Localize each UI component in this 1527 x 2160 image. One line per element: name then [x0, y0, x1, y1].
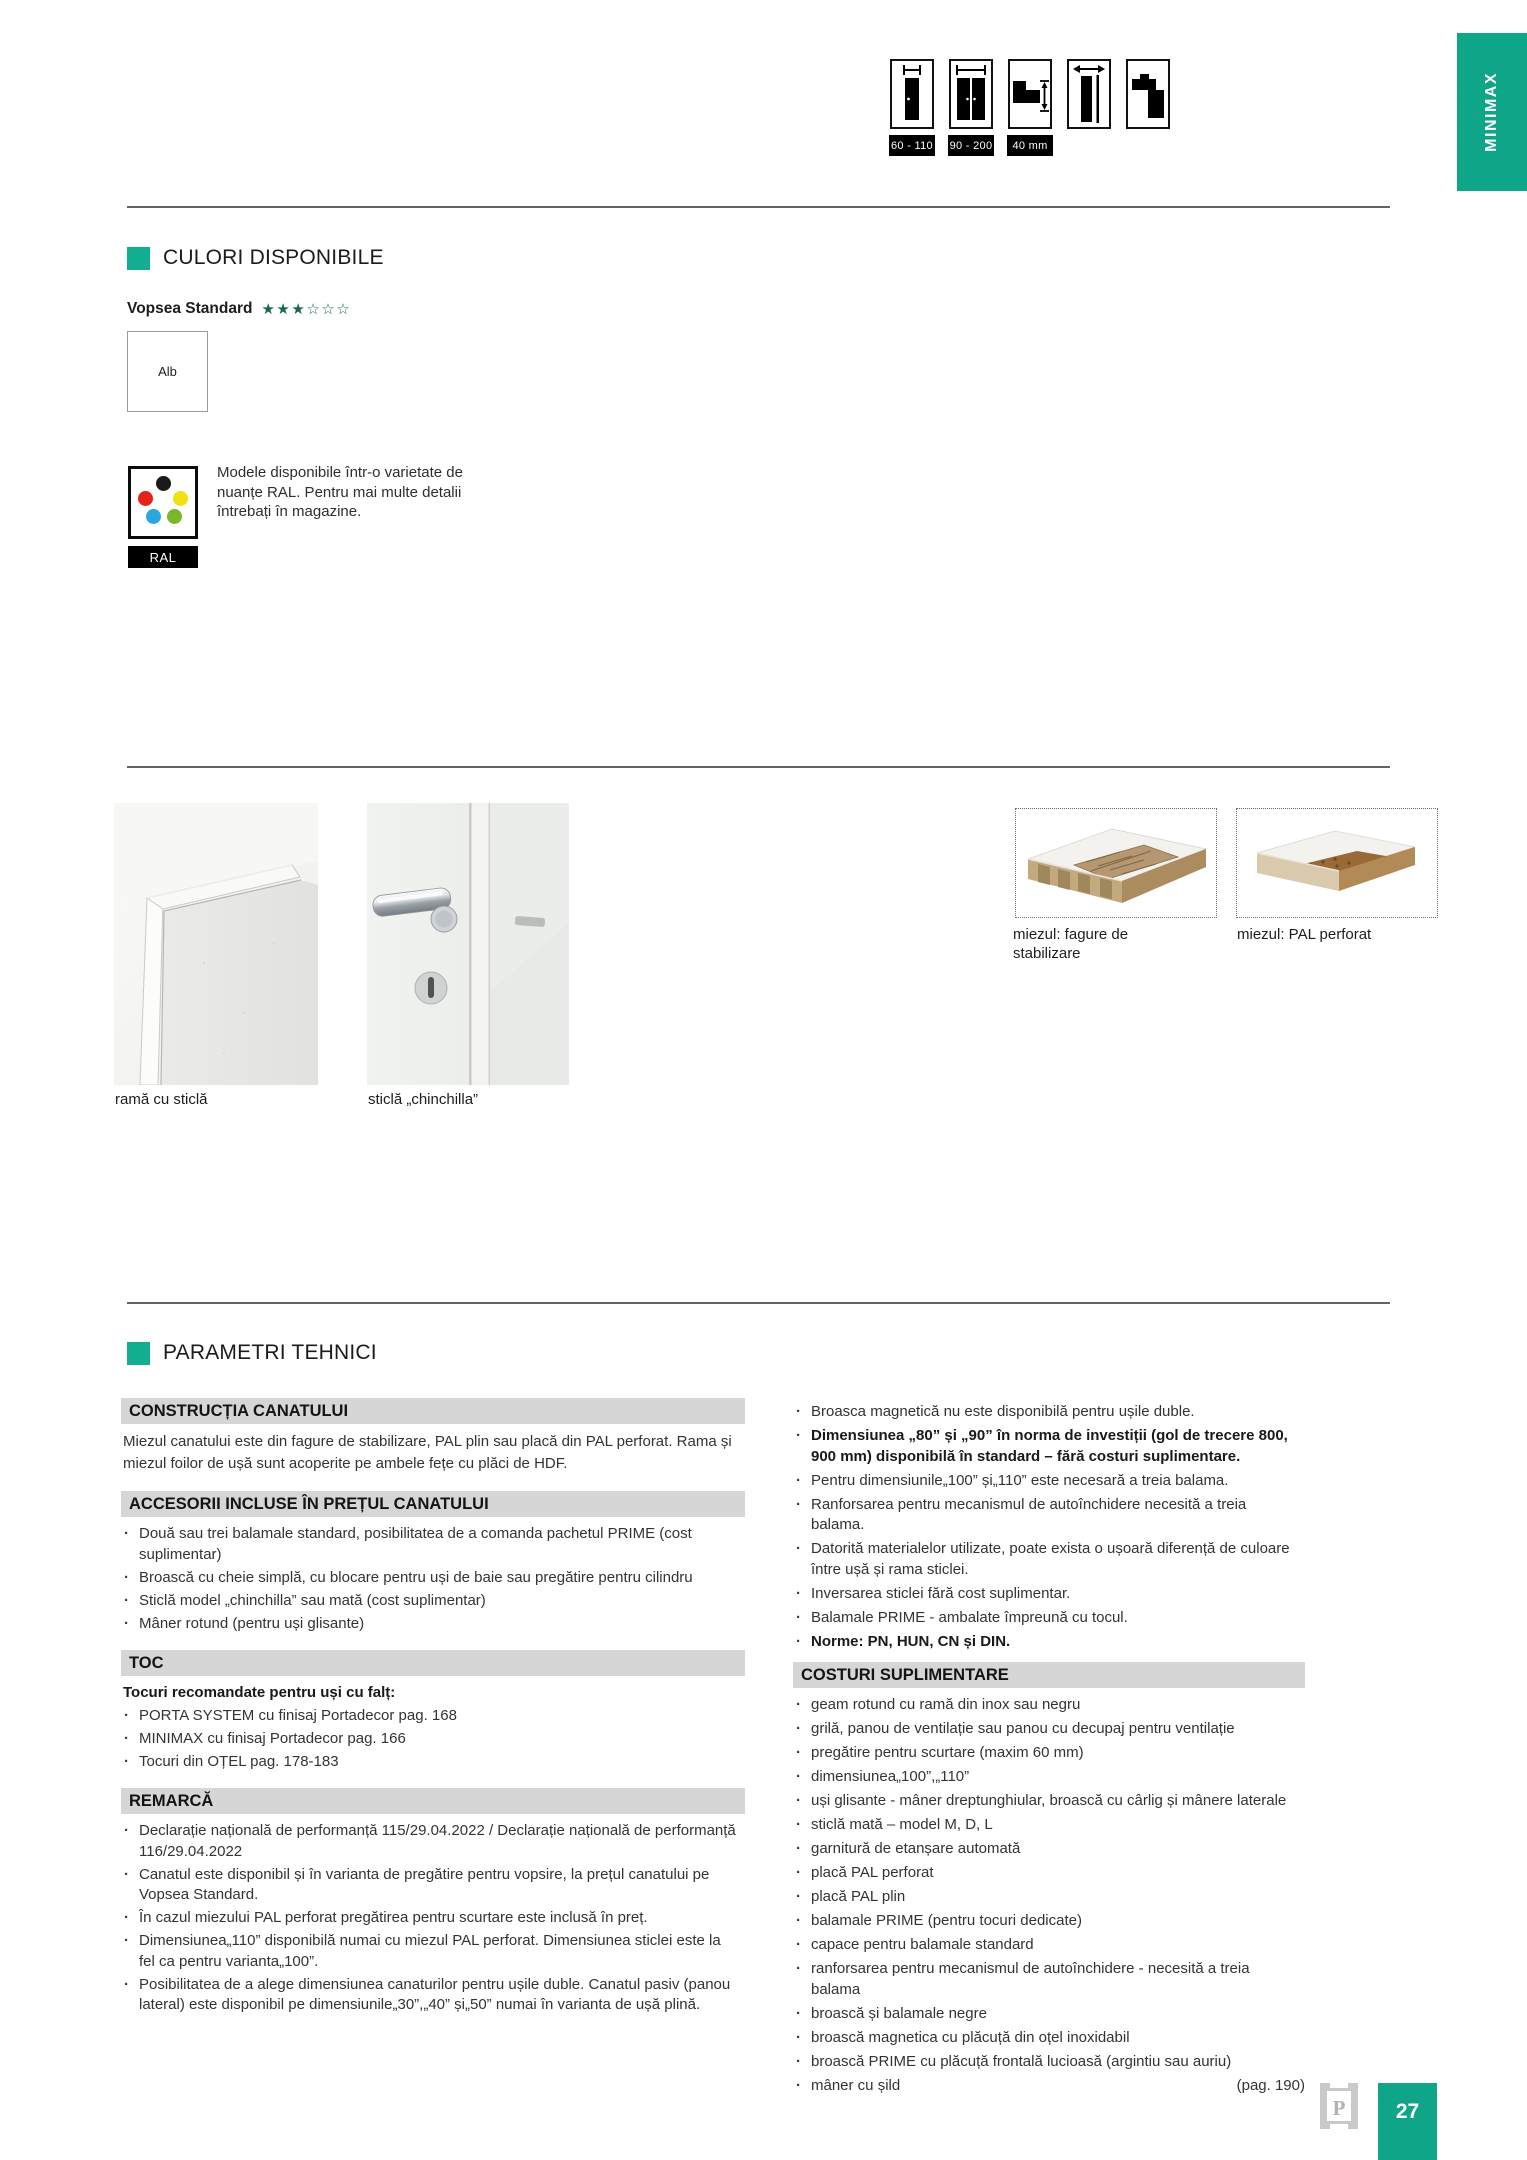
list-item: · Tocuri din OȚEL pag. 178-183: [121, 1752, 745, 1773]
ral-dot-green: [167, 509, 182, 524]
list-item: · placă PAL perforat: [793, 1863, 1305, 1884]
core2-caption: miezul: PAL perforat: [1237, 926, 1372, 943]
color-swatch-alb: [127, 331, 208, 412]
list-item: · dimensiunea„100”,„110”: [793, 1767, 1305, 1788]
swatch-label: Alb: [158, 364, 177, 379]
list-item: · În cazul miezului PAL perforat pregătirea pentru scurtare este inclusă în preț.: [121, 1908, 745, 1929]
list-item: · placă PAL plin: [793, 1887, 1305, 1908]
paint-rating-row: [127, 300, 351, 318]
pictogram-frame-profile: [1125, 59, 1171, 156]
frame-thickness-value: 40 mm: [1007, 135, 1053, 156]
door-width-icon: [890, 59, 934, 129]
rating-stars: [261, 300, 351, 318]
list-item: · broască magnetica cu plăcuță din oțel inoxidabil: [793, 2028, 1305, 2049]
ral-dot-yellow: [173, 491, 188, 506]
pictogram-adjustable-frame: [1066, 59, 1112, 156]
list-item: · Balamale PRIME - ambalate împreună cu tocul.: [793, 1608, 1305, 1629]
list-item: · Ranforsarea pentru mecanismul de autoînchidere necesită a treia balama.: [793, 1495, 1305, 1536]
list-item: · balamale PRIME (pentru tocuri dedicate): [793, 1911, 1305, 1932]
core1-caption: miezul: fagure de stabilizare: [1013, 926, 1129, 962]
ral-dot-blue: [146, 509, 161, 524]
ral-dot-black: [156, 476, 171, 491]
list-item: · Declarație națională de performanță 115/29.04.2022 / Declarație națională de performanță 116/29.04.2022: [121, 1821, 745, 1862]
list-item: · uși glisante - mâner dreptunghiular, broască cu cârlig și mânere laterale: [793, 1791, 1305, 1812]
extra-costs-list: [793, 1695, 1305, 2096]
section-bullet-square: [127, 247, 150, 270]
list-item: · ranforsarea pentru mecanismul de autoînchidere - necesită a treia balama: [793, 1959, 1305, 2000]
list-item: · broască PRIME cu plăcuță frontală lucioasă (argintiu sau auriu): [793, 2052, 1305, 2073]
frame-thickness-icon: [1008, 59, 1052, 129]
divider: [127, 206, 1390, 208]
divider: [127, 766, 1390, 768]
photo-chinchilla-glass: [367, 803, 569, 1085]
list-item: · Norme: PN, HUN, CN și DIN.: [793, 1632, 1305, 1653]
accessories-list: [121, 1524, 745, 1634]
pictogram-double-door-width: [948, 59, 994, 156]
list-item: · Mâner rotund (pentru uși glisante): [121, 1614, 745, 1635]
tech-right-column: [793, 1400, 1305, 2100]
tech-left-column: [121, 1398, 745, 2018]
colors-section-heading: [127, 246, 384, 270]
photo1-caption: ramă cu sticlă: [115, 1091, 208, 1108]
ral-swatch: [128, 466, 198, 539]
notes-list: [793, 1402, 1305, 1652]
door-width-range: 60 - 110: [889, 135, 935, 156]
list-item: · geam rotund cu ramă din inox sau negru: [793, 1695, 1305, 1716]
photo2-caption: sticlă „chinchilla”: [368, 1091, 479, 1108]
list-item: · MINIMAX cu finisaj Portadecor pag. 166: [121, 1729, 745, 1750]
toc-intro: Tocuri recomandate pentru uși cu falț:: [123, 1684, 396, 1701]
frame-profile-icon: [1126, 59, 1170, 129]
porta-logo: [1320, 2083, 1358, 2129]
list-item: · Datorită materialelor utilizate, poate exista o ușoară diferență de culoare între ușă și rama sticlei.: [793, 1539, 1305, 1580]
list-item: · Posibilitatea de a alege dimensiunea canaturilor pentru ușile duble. Canatul pasiv (panou lateral) este disponibil pe dimensiunile„30”,„40” și„50” numai în varianta de ușă plină.: [121, 1975, 745, 2016]
list-item: · Dimensiunea„110” disponibilă numai cu miezul PAL perforat. Dimensiunea sticlei este la fel ca pentru varianta„100”.: [121, 1931, 745, 1972]
list-item: · mâner cu șild (pag. 190): [793, 2076, 1305, 2097]
extra-costs-heading: COSTURI SUPLIMENTARE: [793, 1662, 1305, 1688]
list-item: · Dimensiunea „80” și „90” în norma de investiții (gol de trecere 800, 900 mm) disponibilă în standard – fără costuri suplimentare.: [793, 1426, 1305, 1467]
series-tab: [1457, 33, 1527, 191]
logo-letter: P: [1332, 2096, 1346, 2120]
ral-description: Modele disponibile într-o varietate de nuanțe RAL. Pentru mai multe detalii întrebați în magazine.: [217, 464, 463, 520]
list-item: · Sticlă model „chinchilla” sau mată (cost suplimentar): [121, 1591, 745, 1612]
stars-filled: ★★★: [261, 301, 307, 318]
series-tab-label: MINIMAX: [1483, 72, 1500, 152]
remarks-heading: REMARCĂ: [121, 1788, 745, 1814]
ral-swatch-label: RAL: [128, 546, 198, 568]
section-title: PARAMETRI TEHNICI: [163, 1341, 377, 1364]
remarks-list: [121, 1821, 745, 2016]
list-item: · capace pentru balamale standard: [793, 1935, 1305, 1956]
double-door-width-icon: [949, 59, 993, 129]
divider: [127, 1302, 1390, 1304]
pictogram-door-width: [889, 59, 935, 156]
stars-empty: ☆☆☆: [306, 301, 352, 318]
tech-section-heading: [127, 1341, 377, 1365]
list-item: · PORTA SYSTEM cu finisaj Portadecor pag. 168: [121, 1706, 745, 1727]
adjustable-frame-icon: [1067, 59, 1111, 129]
toc-heading: TOC: [121, 1650, 745, 1676]
section-bullet-square: [127, 1342, 150, 1365]
list-item: · Broasca magnetică nu este disponibilă pentru ușile duble.: [793, 1402, 1305, 1423]
construction-heading: CONSTRUCȚIA CANATULUI: [121, 1398, 745, 1424]
core-perforated-image: [1236, 808, 1438, 918]
list-item: · pregătire pentru scurtare (maxim 60 mm): [793, 1743, 1305, 1764]
list-item: · Pentru dimensiunile„100” și„110” este necesară a treia balama.: [793, 1471, 1305, 1492]
paint-name: Vopsea Standard: [127, 300, 253, 317]
section-title: CULORI DISPONIBILE: [163, 246, 384, 269]
pictogram-frame-thickness: [1007, 59, 1053, 156]
list-item: · garnitură de etanșare automată: [793, 1839, 1305, 1860]
photo-frame-with-glass: [114, 803, 318, 1085]
header-pictograms: [889, 59, 1171, 156]
construction-body: Miezul canatului este din fagure de stabilizare, PAL plin sau placă din PAL perforat. Rama și miezul foilor de ușă sunt acoperite pe ambele fețe cu plăci de HDF.: [123, 1433, 732, 1472]
double-door-width-range: 90 - 200: [948, 135, 994, 156]
list-item: · Două sau trei balamale standard, posibilitatea de a comanda pachetul PRIME (cost suplimentar): [121, 1524, 745, 1565]
core-honeycomb-image: [1015, 808, 1217, 918]
toc-list: [121, 1706, 745, 1773]
list-item: · grilă, panou de ventilație sau panou cu decupaj pentru ventilație: [793, 1719, 1305, 1740]
list-item: · sticlă mată – model M, D, L: [793, 1815, 1305, 1836]
ral-dot-red: [138, 491, 153, 506]
list-item: · broască și balamale negre: [793, 2004, 1305, 2025]
list-item: · Inversarea sticlei fără cost suplimentar.: [793, 1584, 1305, 1605]
accessories-heading: ACCESORII INCLUSE ÎN PREȚUL CANATULUI: [121, 1491, 745, 1517]
page-number: 27: [1378, 2083, 1437, 2160]
list-item: · Canatul este disponibil și în varianta de pregătire pentru vopsire, la prețul canatului pe Vopsea Standard.: [121, 1865, 745, 1906]
list-item: · Broască cu cheie simplă, cu blocare pentru uși de baie sau pregătire pentru cilindru: [121, 1568, 745, 1589]
